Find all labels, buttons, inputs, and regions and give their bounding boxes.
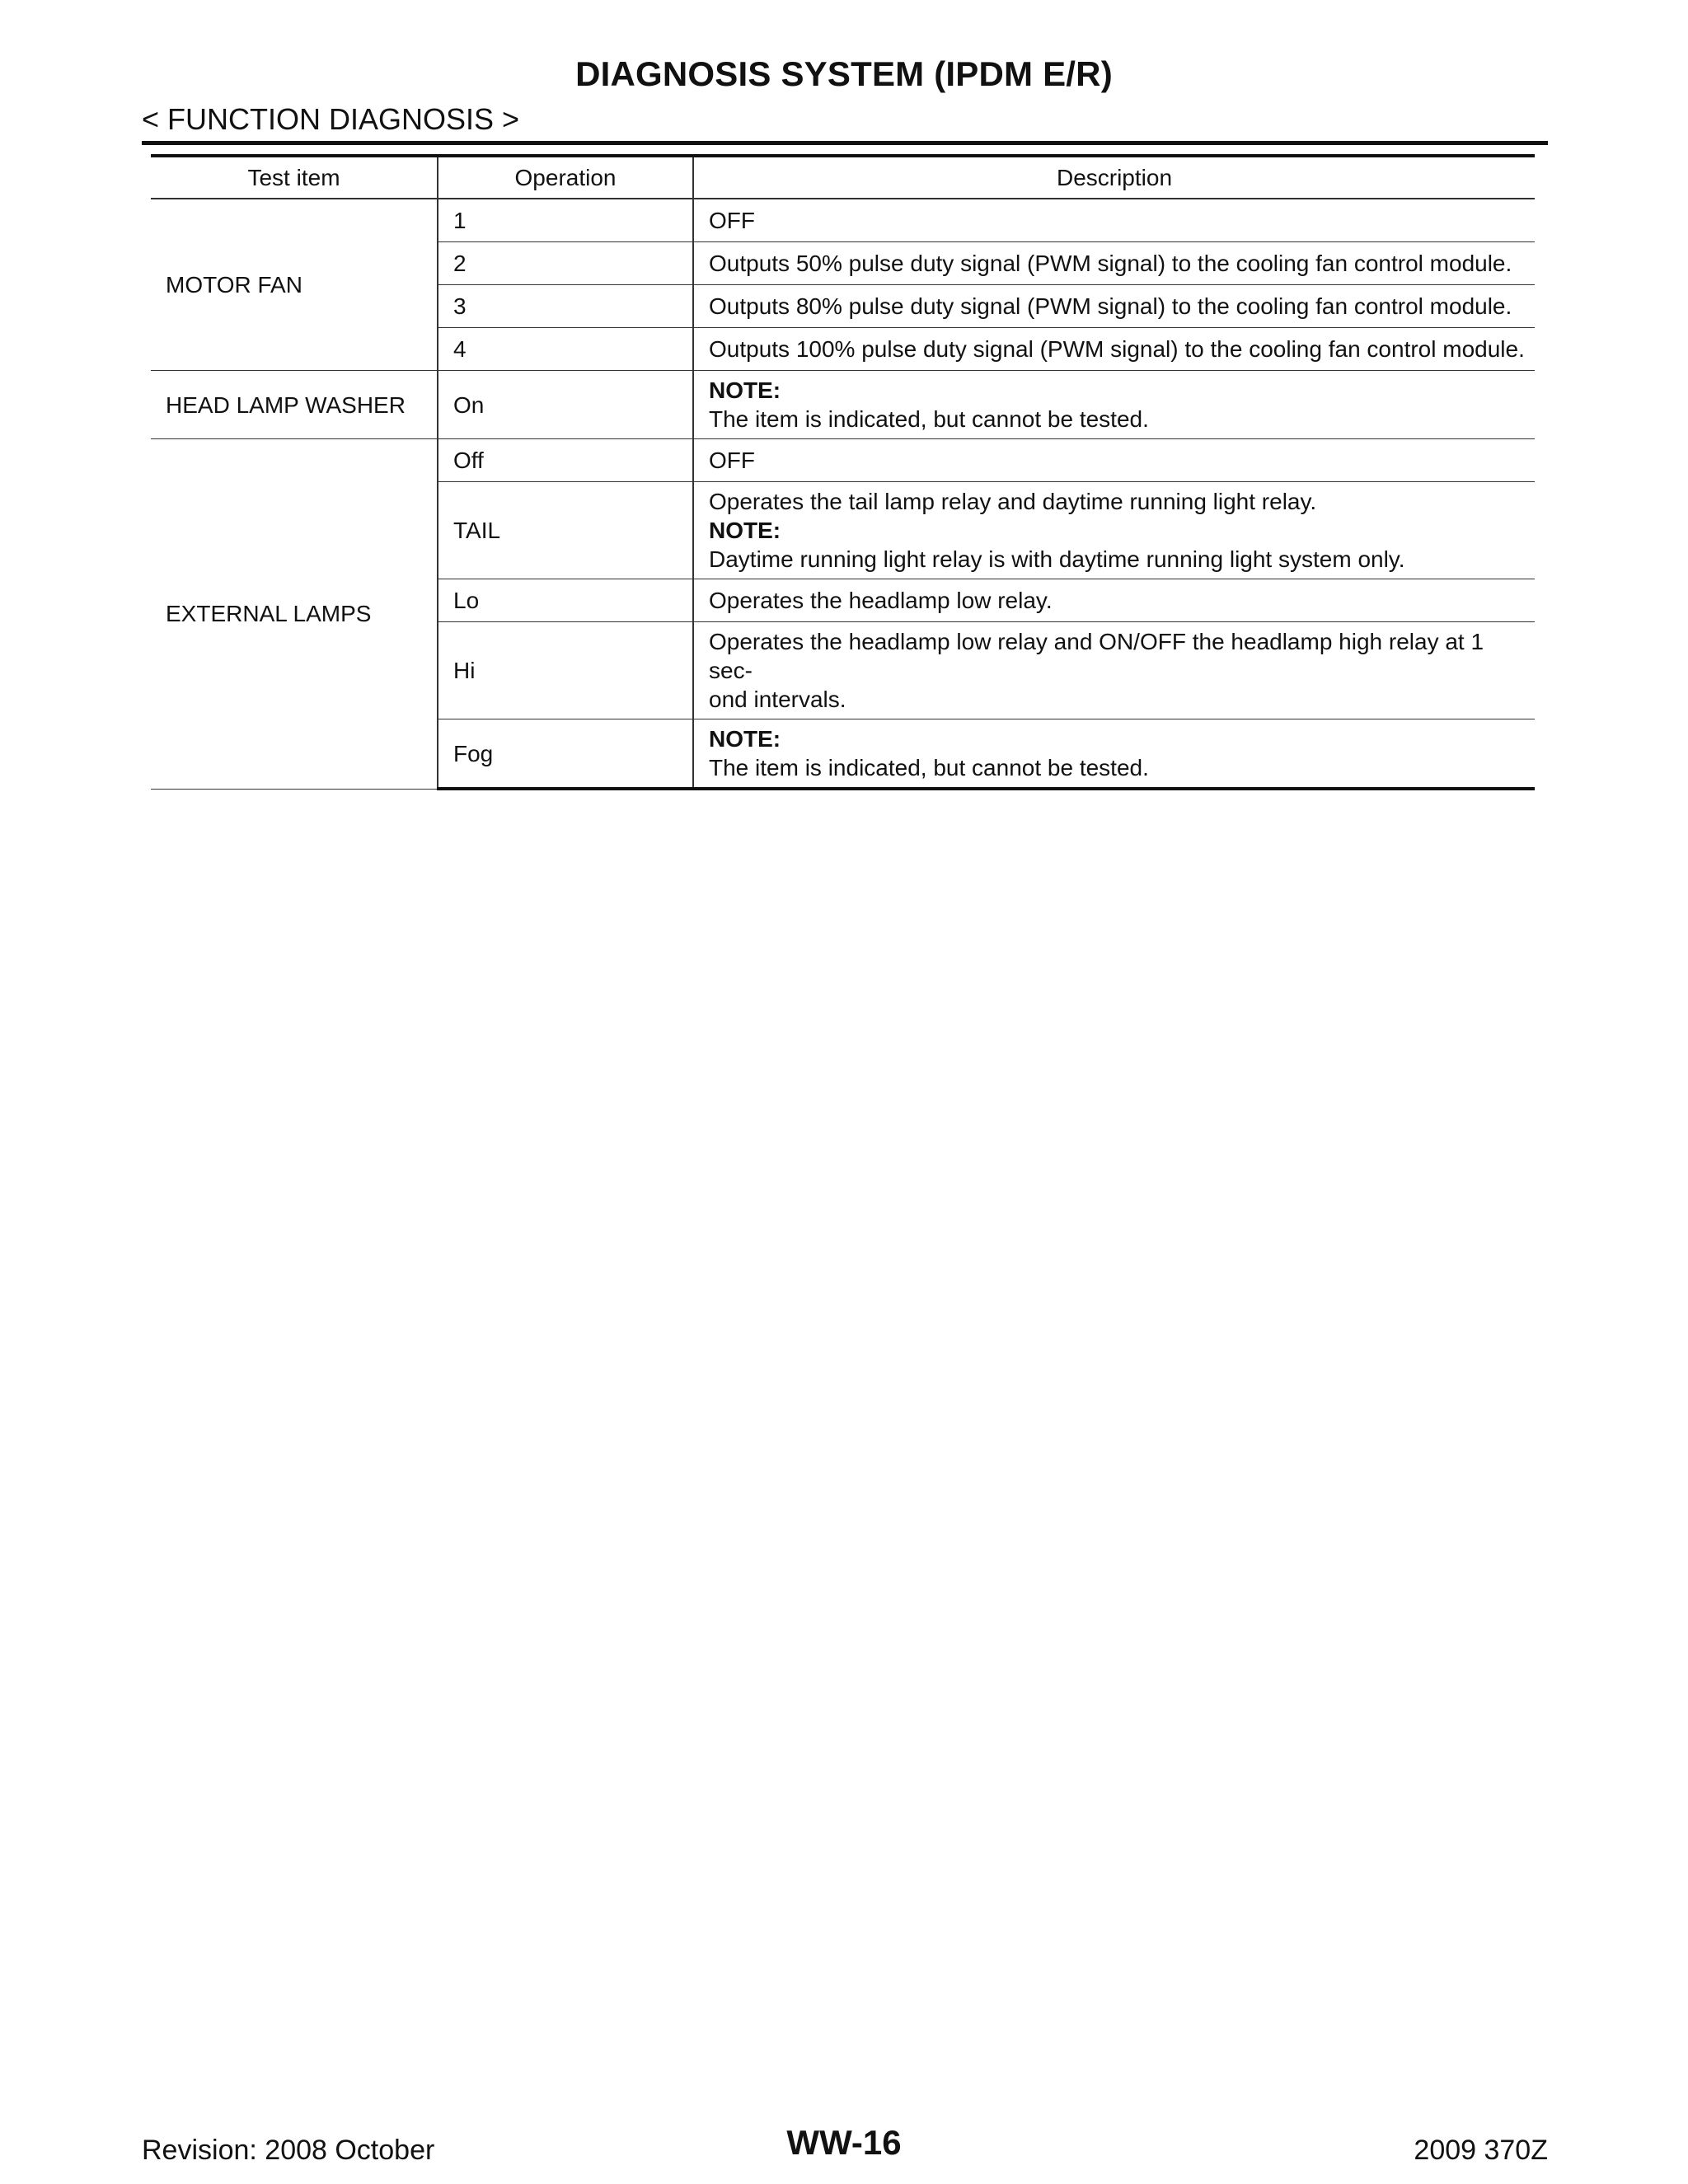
test-item-cell: MOTOR FAN [151, 199, 438, 371]
description-text: Operates the tail lamp relay and daytime running light relay. [709, 489, 1317, 514]
description-cell [693, 371, 1535, 439]
test-item-cell: HEAD LAMP WASHER [151, 371, 438, 439]
description-cell: OFF [693, 199, 1535, 242]
operation-cell: Off [438, 439, 693, 482]
note-label: NOTE: [709, 726, 781, 752]
description-text: ond intervals. [709, 687, 846, 712]
description-cell: Outputs 80% pulse duty signal (PWM signal) to the cooling fan control module. [693, 285, 1535, 328]
description-cell [693, 622, 1535, 719]
column-header-test-item: Test item [151, 156, 438, 199]
header-divider [142, 141, 1548, 145]
description-text: Operates the headlamp low relay and ON/OFF the headlamp high relay at 1 sec- [709, 629, 1484, 683]
operation-cell: Hi [438, 622, 693, 719]
test-item-cell: EXTERNAL LAMPS [151, 439, 438, 790]
model-label: 2009 370Z [1414, 2135, 1548, 2166]
description-cell: Operates the headlamp low relay. [693, 579, 1535, 622]
operation-cell: Fog [438, 719, 693, 790]
operation-cell: TAIL [438, 482, 693, 579]
operation-cell: 4 [438, 328, 693, 371]
page-title: DIAGNOSIS SYSTEM (IPDM E/R) [575, 54, 1113, 93]
column-header-operation: Operation [438, 156, 693, 199]
operation-cell: 1 [438, 199, 693, 242]
operation-cell: On [438, 371, 693, 439]
page-number: WW-16 [786, 2123, 902, 2162]
note-text: The item is indicated, but cannot be tested. [709, 406, 1149, 432]
operation-cell: 2 [438, 242, 693, 285]
note-label: NOTE: [709, 377, 781, 403]
operation-cell: Lo [438, 579, 693, 622]
table-row [151, 439, 1535, 482]
section-label: < FUNCTION DIAGNOSIS > [142, 102, 520, 136]
description-cell: OFF [693, 439, 1535, 482]
column-header-description: Description [693, 156, 1535, 199]
note-text: Daytime running light relay is with daytime running light system only. [709, 546, 1405, 572]
diagnosis-table [151, 154, 1535, 790]
table-row [151, 199, 1535, 242]
description-cell [693, 719, 1535, 790]
note-label: NOTE: [709, 518, 781, 543]
note-text: The item is indicated, but cannot be tested. [709, 755, 1149, 780]
description-cell [693, 482, 1535, 579]
table-header-row [151, 156, 1535, 199]
operation-cell: 3 [438, 285, 693, 328]
description-cell: Outputs 100% pulse duty signal (PWM signal) to the cooling fan control module. [693, 328, 1535, 371]
revision-label: Revision: 2008 October [142, 2135, 435, 2166]
description-cell: Outputs 50% pulse duty signal (PWM signal) to the cooling fan control module. [693, 242, 1535, 285]
table-row [151, 371, 1535, 439]
